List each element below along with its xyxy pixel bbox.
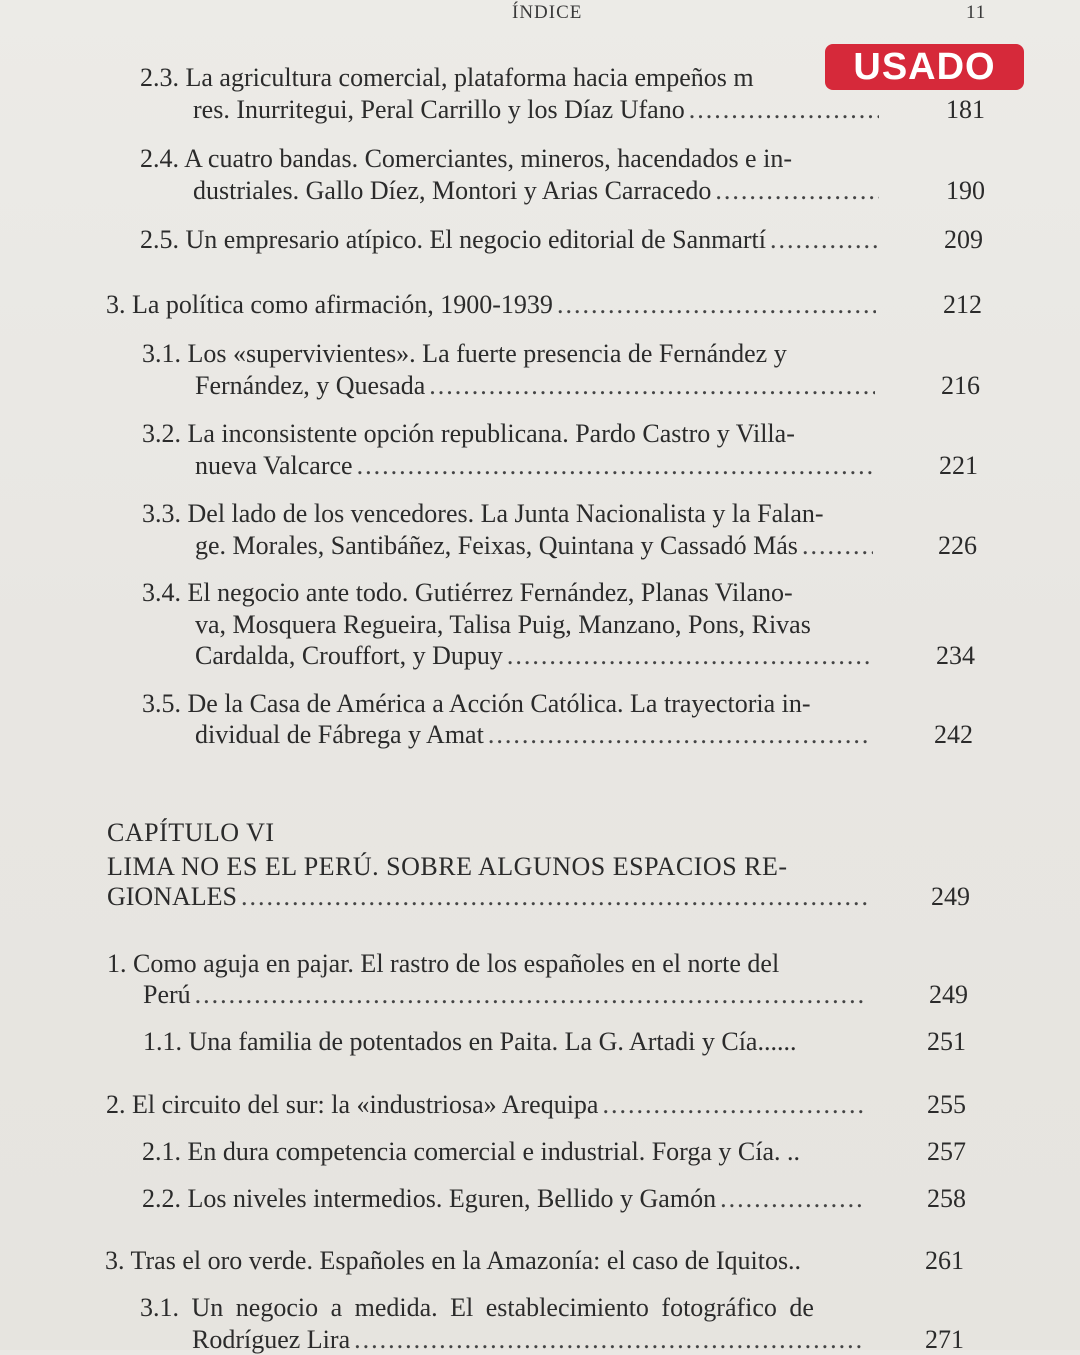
chapter-title: LIMA NO ES EL PERÚ. SOBRE ALGUNOS ESPACIOS RE- xyxy=(107,852,788,881)
toc-entry-line: Cardalda, Crouffort, y Dupuy ..... xyxy=(195,640,871,671)
toc-entry-line: Perú ..... xyxy=(143,979,866,1010)
toc-entry-line: Fernández, y Quesada ..... xyxy=(195,370,875,401)
toc-page-number: 261 xyxy=(925,1246,964,1275)
toc-entry-line: 2.5. Un empresario atípico. El negocio editorial de Sanmartí ..... xyxy=(140,224,878,255)
toc-entry-line: 2. El circuito del sur: la «industriosa» Arequipa ..... xyxy=(106,1089,864,1120)
toc-entry-line: 3.4. El negocio ante todo. Gutiérrez Fernández, Planas Vilano- xyxy=(142,578,793,607)
toc-entry-line: 3.1. Un negocio a medida. El establecimiento fotográfico de xyxy=(140,1293,814,1322)
toc-page-number: 181 xyxy=(946,95,985,124)
toc-entry-line: 3. Tras el oro verde. Españoles en la Amazonía: el caso de Iquitos.. xyxy=(105,1246,802,1275)
toc-entry-line: dustriales. Gallo Díez, Montori y Arias Carracedo ..... xyxy=(193,175,879,206)
toc-entry-line: 3.1. Los «supervivientes». La fuerte presencia de Fernández y xyxy=(142,339,787,368)
toc-entry-line: 1.1. Una familia de potentados en Paita. La G. Artadi y Cía...... xyxy=(143,1027,797,1056)
toc-entry-line: Rodríguez Lira ..... xyxy=(192,1324,862,1355)
toc-entry-line: 3.2. La inconsistente opción republicana. Pardo Castro y Villa- xyxy=(142,419,795,448)
used-condition-badge: USADO xyxy=(825,44,1024,90)
toc-page-number: 216 xyxy=(941,371,980,400)
toc-entry-line: 3.3. Del lado de los vencedores. La Junta Nacionalista y la Falan- xyxy=(142,499,824,528)
toc-page-number: 234 xyxy=(936,641,975,670)
toc-page-number: 258 xyxy=(927,1184,966,1213)
chapter-title: GIONALES ..... xyxy=(107,881,867,912)
toc-page-number: 251 xyxy=(927,1027,966,1056)
toc-entry-line: 2.3. La agricultura comercial, plataforma hacia empeños m xyxy=(140,63,754,92)
toc-entry-line: res. Inurritegui, Peral Carrillo y los Díaz Ufano ..... xyxy=(193,94,879,125)
toc-page-number: 212 xyxy=(943,290,982,319)
toc-page-number: 255 xyxy=(927,1090,966,1119)
toc-page-number: 249 xyxy=(929,980,968,1009)
toc-entry-line: va, Mosquera Regueira, Talisa Puig, Manzano, Pons, Rivas xyxy=(195,610,811,639)
toc-page-number: 271 xyxy=(925,1325,964,1354)
toc-entry-line: 2.1. En dura competencia comercial e industrial. Forga y Cía. .. xyxy=(142,1137,800,1166)
toc-page-number: 221 xyxy=(939,451,978,480)
toc-page-number: 257 xyxy=(927,1137,966,1166)
toc-entry-line: 2.4. A cuatro bandas. Comerciantes, mineros, hacendados e in- xyxy=(140,144,792,173)
toc-entry-line: 2.2. Los niveles intermedios. Eguren, Bellido y Gamón ..... xyxy=(142,1183,862,1214)
toc-page-number: 249 xyxy=(931,882,970,911)
toc-page-number: 209 xyxy=(944,225,983,254)
running-head-title: ÍNDICE xyxy=(512,2,583,23)
chapter-label: CAPÍTULO VI xyxy=(107,818,275,847)
toc-entry-line: 1. Como aguja en pajar. El rastro de los españoles en el norte del xyxy=(107,949,780,978)
toc-entry-line: dividual de Fábrega y Amat ..... xyxy=(195,719,869,750)
toc-page-number: 242 xyxy=(934,720,973,749)
running-head xyxy=(0,2,1080,24)
toc-entry-line: ge. Morales, Santibáñez, Feixas, Quintana y Cassadó Más ..... xyxy=(195,530,873,561)
toc-page-number: 190 xyxy=(946,176,985,205)
toc-entry-line: 3. La política como afirmación, 1900-1939 ..... xyxy=(106,289,876,320)
running-head-page-number: 11 xyxy=(966,2,987,23)
toc-entry-line: 3.5. De la Casa de América a Acción Católica. La trayectoria in- xyxy=(142,689,811,718)
toc-page-number: 226 xyxy=(938,531,977,560)
toc-entry-line: nueva Valcarce ..... xyxy=(195,450,873,481)
